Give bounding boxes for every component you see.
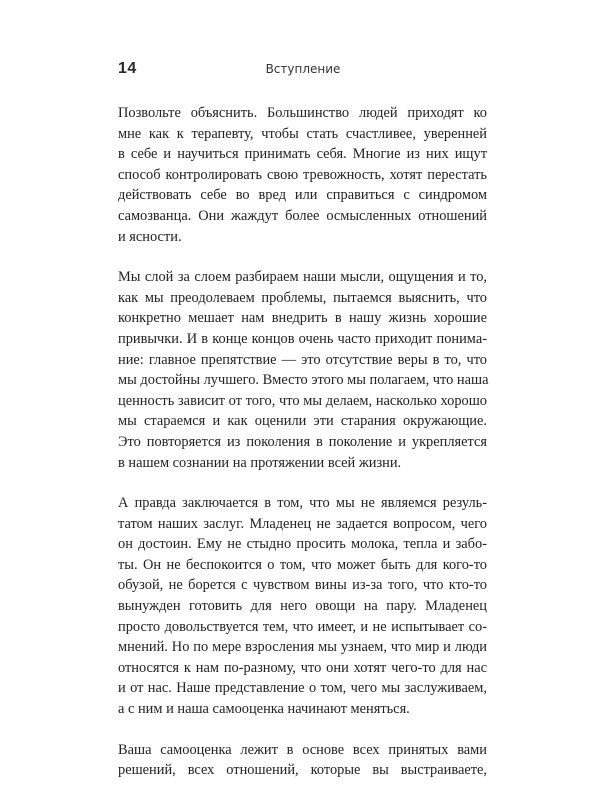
paragraph [118,493,487,720]
paragraph [118,103,487,247]
text-line: Позвольте объяснить. Большинство людей приходят ко [118,105,487,121]
text-line: Это повторяется из поколения в поколение и укрепляется [118,433,487,450]
paragraph [118,740,487,781]
text-line: решений, всех отношений, которые вы выстраиваете, [118,762,487,779]
text-line: мы стараемся и как оценили эти старания окружающие. [118,413,487,430]
text-line: А правда заключается в том, что мы не являемся резуль- [118,495,487,512]
text-line: ценность зависит от того, что мы делаем, насколько хорошо [118,392,487,409]
page-number: 14 [118,60,137,77]
text-line: мне как к терапевту, чтобы стать счастливее, уверенней [118,125,487,142]
text-line: в нашем сознании на протяжении всей жизни. [118,454,402,471]
text-line: и ясности. [118,228,182,245]
text-line: привычки. И в конце концов очень часто приходит понима- [118,330,487,347]
text-line: относятся к нам по-разному, что они хотят чего-то для нас [118,659,487,676]
text-line: ние: главное препятствие — это отсутствие веры в то, что [118,351,487,368]
page-header [118,60,488,84]
running-title: Вступление [265,62,341,76]
text-line: как мы преодолеваем проблемы, пытаемся выяснить, что [118,289,487,306]
text-line: Мы слой за слоем разбираем наши мысли, ощущения и то, [118,269,487,286]
text-line: ты. Он не беспокоится о том, что может быть для кого-то [118,556,487,573]
text-line: конкретно мешает нам внедрить в нашу жизнь хорошие [118,310,487,327]
text-line: действовать себе во вред или справиться с синдромом [118,187,487,204]
text-line: самозванца. Они жаждут более осмысленных отношений [118,207,487,224]
text-line: в себе и научиться принимать себя. Многие из них ищут [118,146,487,163]
text-line: мнений. Но по мере взросления мы узнаем, что мир и люди [118,639,487,656]
text-line: просто довольствуется тем, что имеет, и не испытывает со- [118,618,487,635]
text-line: мы достойны лучшего. Вместо этого мы полагаем, что наша [118,372,489,389]
body-text [118,103,487,801]
text-line: Ваша самооценка лежит в основе всех принятых вами [118,741,487,758]
text-line: татом наших заслуг. Младенец не задается вопросом, чего [118,515,487,532]
text-line: способ контролировать свою тревожность, хотят перестать [118,166,487,183]
text-line: обузой, не борется с чувством вины из-за того, что кто-то [118,577,487,594]
text-line: и от нас. Наше представление о том, чего мы заслуживаем, [118,680,487,697]
text-line: вынужден готовить для него овощи на пару. Младенец [118,598,487,615]
text-line: а с ним и наша самооценка начинают меняться. [118,701,410,718]
text-line: он достоин. Ему не стыдно просить молока, тепла и забо- [118,536,487,553]
paragraph [118,267,487,473]
